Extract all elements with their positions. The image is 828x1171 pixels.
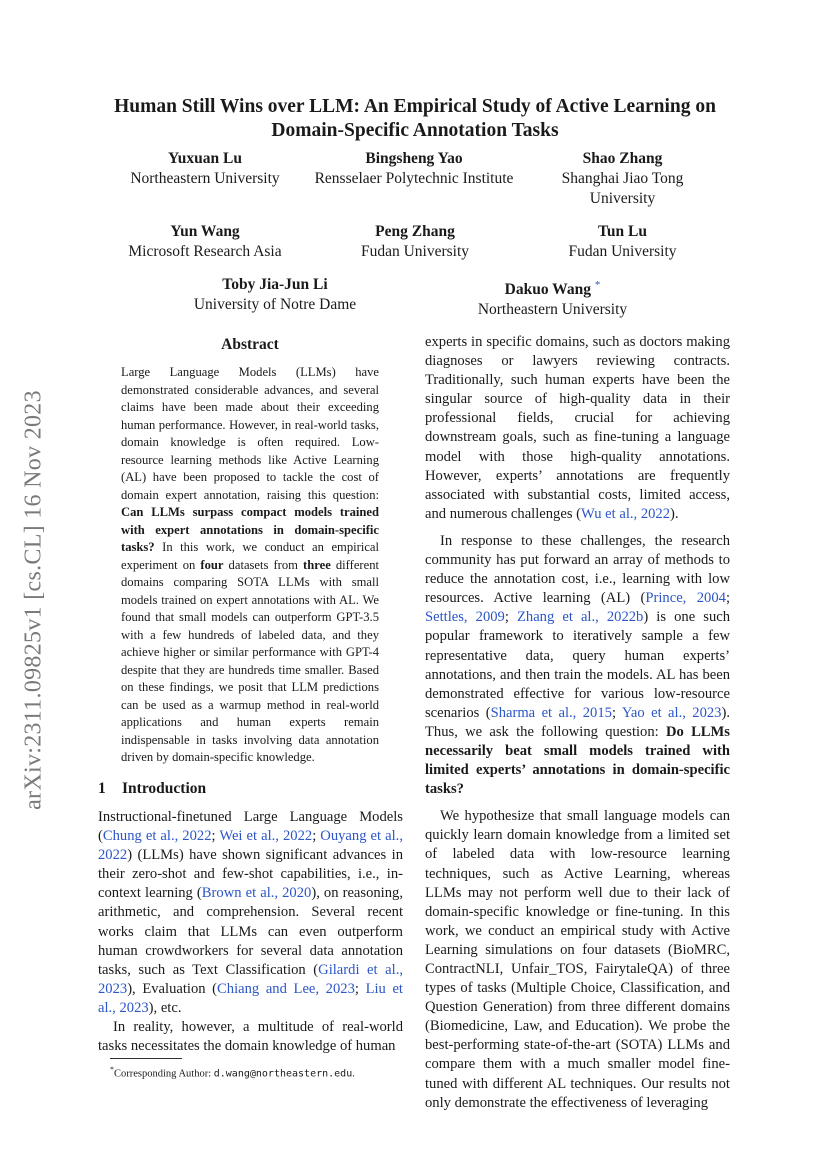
- abstract-question: Can LLMs surpass compact models trained with expert annotations in domain-specific tasks?: [121, 505, 379, 554]
- paper-title: [90, 95, 740, 143]
- citation-link[interactable]: Liu et al., 2023: [98, 980, 403, 1016]
- author-name: Peng Zhang: [375, 223, 455, 240]
- author-block: [115, 222, 295, 262]
- corresponding-mark: *: [594, 279, 601, 291]
- author-affiliation: Rensselaer Polytechnic Institute: [314, 170, 514, 187]
- abstract-heading: Abstract: [221, 336, 279, 353]
- research-question: Do LLMs necessarily beat small models trained with limited experts’ annotations in domain-specific tasks?: [425, 723, 730, 798]
- paragraph: [425, 532, 730, 799]
- author-name: Tun Lu: [598, 223, 647, 240]
- author-block: [175, 275, 375, 315]
- paragraph: We hypothesize that small language models can quickly learn domain knowledge from a limited set of labeled data with low-resource learning techniques, such as Active Learning, whereas LLMs may not perform well due to their lack of domain-specific knowledge or fine-tuning. In this work, we conduct an empirical study with Active Learning simulations on four datasets (BioMRC, ContractNLI, Unfair_TOS, FairytaleQA) of three types of tasks (Multiple Choice, Classification, and Question Generation) from three different domains (Biomedicine, Law, and Education). We probe the best-performing state-of-the-art (SOTA) LLMs and compare them with a much smaller model fine-tuned with different AL techniques. Our results not only demonstrate the effectiveness of leveraging: [425, 808, 730, 1111]
- citation-link[interactable]: Wu et al., 2022: [581, 505, 671, 522]
- citation-link[interactable]: Zhang et al., 2022b: [516, 609, 644, 626]
- paragraph-text: ). Thus, we ask the following question:: [425, 704, 730, 740]
- abstract-emphasis: three: [303, 557, 331, 572]
- paragraph-text: experts in specific domains, such as doctors making diagnoses or lawyers reviewing contracts. Traditionally, such human experts have been the singular source of high-quality data in their professional fields, crucial for achieving downstream goals, such as fine-tuning a language model with those high-quality annotations. However, experts’ annotations are frequently associated with substantial costs, limited access, and numerous challenges (: [425, 334, 730, 522]
- author-affiliation: University: [589, 190, 656, 207]
- paragraph-text: In response to these challenges, the research community has put forward an array of methods to reduce the annotation cost, i.e., learning with low resources. Active learning (AL) (: [425, 532, 730, 607]
- author-block: [530, 222, 715, 262]
- arxiv-sidebar-stamp: [4, 340, 64, 860]
- footnote-rule: [110, 1058, 182, 1059]
- paragraph-text: ), on reasoning, arithmetic, and comprehension. Several recent works claim that LLMs can even outperform human crowdworkers for several data annotation tasks, such as Text Classification (: [98, 885, 403, 978]
- citation-separator: ;: [211, 828, 220, 845]
- paragraph-text: ), etc.: [148, 999, 182, 1016]
- author-block: [540, 149, 705, 209]
- paragraph-text: ).: [670, 505, 679, 522]
- author-block: [300, 149, 528, 189]
- citation-link[interactable]: Gilardi et al., 2023: [98, 961, 403, 997]
- right-column-body: [425, 333, 730, 1113]
- paragraph: [425, 333, 730, 524]
- citation-link[interactable]: Chiang and Lee, 2023: [217, 980, 355, 997]
- footnote-mark: *: [110, 1065, 114, 1074]
- paragraph: In reality, however, a multitude of real-world tasks necessitates the domain knowledge of human: [98, 1019, 403, 1055]
- author-name: [455, 275, 650, 300]
- citation-link[interactable]: Wei et al., 2022: [219, 828, 313, 845]
- footnote-text: Corresponding Author:: [114, 1068, 214, 1080]
- citation-separator: ;: [504, 609, 517, 626]
- citation-link[interactable]: Chung et al., 2022: [102, 828, 212, 845]
- author-affiliation: Fudan University: [360, 243, 470, 260]
- author-block: [120, 149, 290, 189]
- citation-link[interactable]: Sharma et al., 2015: [490, 704, 612, 721]
- citation-link[interactable]: Yao et al., 2023: [621, 704, 722, 721]
- paragraph-text: Instructional-finetuned Large Language Models (: [98, 809, 403, 845]
- author-name: Yun Wang: [170, 223, 240, 240]
- citation-separator: ;: [725, 590, 730, 607]
- author-name-text: Dakuo Wang: [504, 281, 591, 299]
- author-affiliation: Northeastern University: [477, 301, 628, 319]
- paragraph-text: ) is one such popular framework to iteratively sample a few representative data, query human experts’ annotations, and then train the models. AL has been demonstrated effective for various low-resource scenarios (: [425, 609, 731, 721]
- citation-link[interactable]: Brown et al., 2020: [201, 885, 312, 902]
- abstract-text: Large Language Models (LLMs) have demonstrated considerable advances, and several claims have been made about their exceeding human performance. However, in real-world tasks, domain knowledge is often required. Low-resource learning methods like Active Learning (AL) have been proposed to tackle the cost of domain expert annotation, raising this question:: [121, 365, 379, 502]
- citation-link[interactable]: Settles, 2009: [425, 609, 505, 626]
- title-line-1: Human Still Wins over LLM: An Empirical Study of Active Learning on: [114, 96, 716, 117]
- citation-link[interactable]: Prince, 2004: [645, 590, 726, 607]
- section-number: 1: [98, 780, 106, 797]
- paragraph: [98, 808, 403, 1018]
- citation-separator: ;: [611, 704, 622, 721]
- citation-separator: ;: [312, 828, 321, 845]
- title-line-2: Domain-Specific Annotation Tasks: [271, 120, 559, 141]
- paragraph-text: ) (LLMs) have shown significant advances in their zero-shot and few-shot capabilities, i.e., in-context learning (: [98, 847, 403, 902]
- author-affiliation: Northeastern University: [130, 170, 280, 187]
- paragraph-text: ), Evaluation (: [127, 980, 218, 997]
- abstract-text: In this work, we conduct an empirical experiment on: [121, 540, 379, 572]
- author-name: Bingsheng Yao: [365, 150, 463, 167]
- author-affiliation: Microsoft Research Asia: [128, 243, 282, 260]
- author-block: [320, 222, 510, 262]
- author-name: Yuxuan Lu: [168, 150, 242, 167]
- author-affiliation: Shanghai Jiao Tong: [561, 170, 684, 187]
- author-affiliation: University of Notre Dame: [193, 296, 357, 313]
- left-column-body: [98, 808, 403, 1056]
- footnote: [110, 1063, 355, 1082]
- author-name: Toby Jia-Jun Li: [222, 276, 328, 293]
- author-name: Shao Zhang: [582, 150, 663, 167]
- footnote-end: .: [352, 1068, 355, 1080]
- author-block: [455, 275, 650, 320]
- abstract-body: [121, 364, 379, 767]
- section-title: Introduction: [122, 780, 207, 797]
- citation-separator: ;: [354, 980, 366, 997]
- arxiv-id: arXiv:2311.09825v1 [cs.CL] 16 Nov 2023: [20, 390, 47, 810]
- abstract-text: datasets from: [223, 557, 304, 572]
- abstract-emphasis: four: [200, 557, 224, 572]
- abstract-text: different domains comparing SOTA LLMs with small models trained on expert annotations with AL. We found that small models can outperform GPT-3.5 with a few hundreds of labeled data, and they achieve higher or similar performance with GPT-4 despite that they are hundreds time smaller. Based on these findings, we posit that LLM predictions can be used as a warmup method in real-world applications and human experts remain indispensable in tasks involving data annotation driven by domain-specific knowledge.: [121, 557, 379, 764]
- citation-link[interactable]: Ouyang et al., 2022: [98, 828, 403, 864]
- section-heading: [98, 780, 206, 798]
- footnote-email[interactable]: d.wang@northeastern.edu: [213, 1068, 353, 1080]
- author-affiliation: Fudan University: [568, 243, 677, 260]
